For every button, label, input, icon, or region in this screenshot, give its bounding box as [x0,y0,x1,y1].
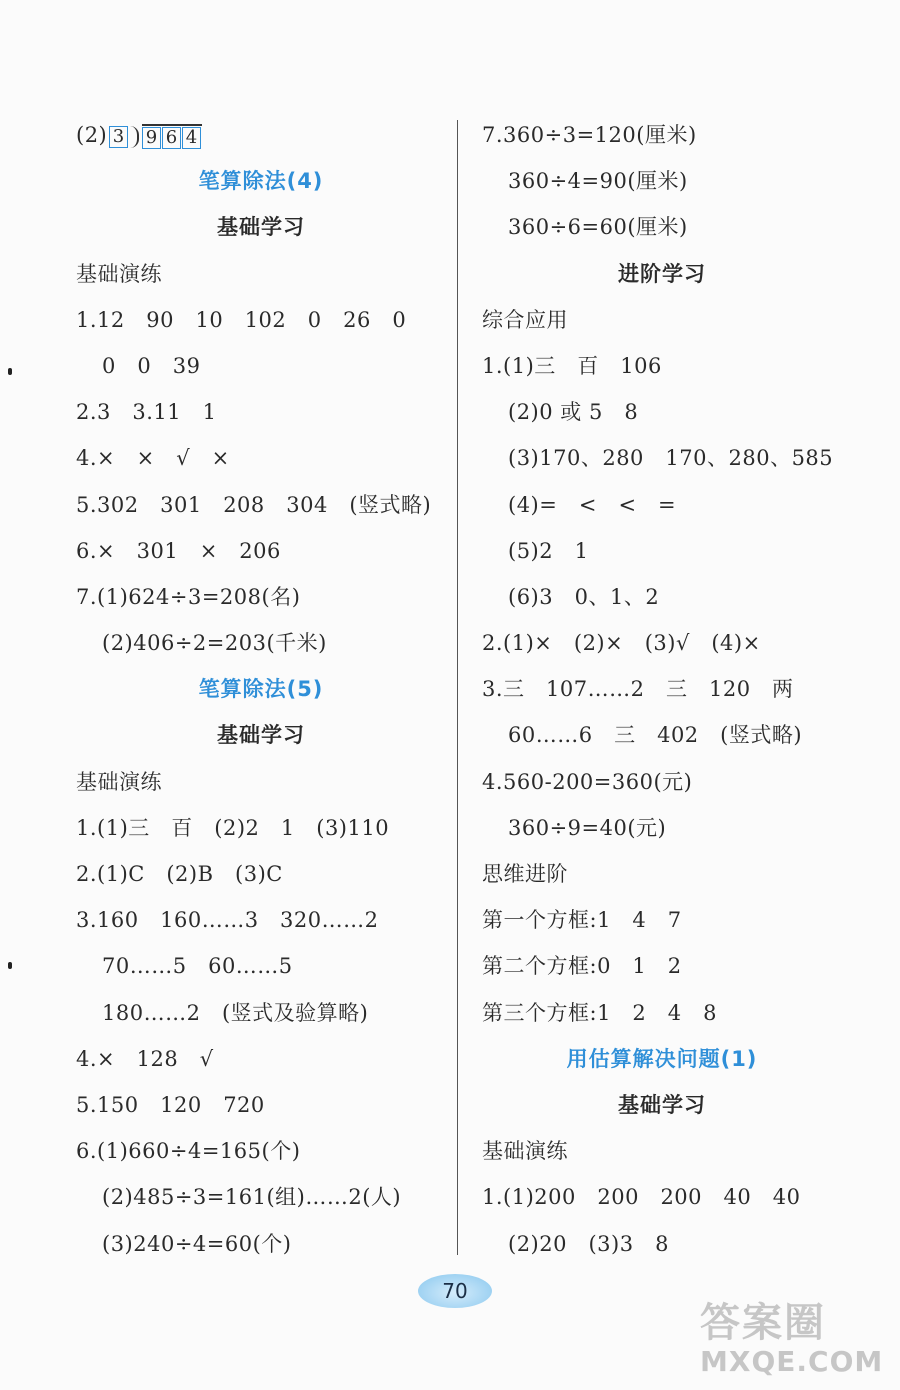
answer-continuation: (4)= < < = [508,492,677,517]
answer-line: 7.360÷3=120(厘米) [482,123,697,147]
answer-continuation: (2)485÷3=161(组)……2(人) [102,1185,402,1210]
answer-line: 4.× × √ × [76,446,230,471]
lesson-title: 笔算除法(5) [198,677,324,702]
answer-continuation: (3)240÷4=60(个) [102,1231,292,1256]
answer-continuation: (3)170、280 170、280、585 [508,446,834,471]
right-answer-column [482,112,842,1267]
watermark-cn: 答案圈 [700,1300,826,1346]
answer-continuation: 60……6 三 402 (竖式略) [508,723,803,748]
answer-continuation: (2)406÷2=203(千米) [102,631,327,656]
answer-line: 2.(1)C (2)B (3)C [76,862,283,886]
answer-line: 6.× 301 × 206 [76,538,281,563]
watermark-logo [700,1300,895,1385]
answer-line: 4.560-200=360(元) [482,769,693,794]
answer-line: 4.× 128 √ [76,1046,214,1071]
answer-continuation: 360÷4=90(厘米) [508,169,688,194]
subsection-label: 综合应用 [482,307,568,332]
section-heading: 基础学习 [217,723,305,748]
answer-line: 第二个方框:0 1 2 [482,954,682,979]
page-number-badge: 70 [418,1274,492,1308]
dividend [142,124,202,149]
answer-line: 3.160 160……3 320……2 [76,908,379,933]
question-number: (2) [76,123,108,147]
answer-line: 5.150 120 720 [76,1092,265,1117]
left-answer-column [76,112,446,1267]
answer-line: 1.(1)三 百 106 [482,353,662,378]
dividend-digit-box: 4 [182,127,201,149]
margin-dot [8,962,12,969]
subsection-label: 思维进阶 [482,862,568,886]
answer-line: 7.(1)624÷3=208(名) [76,584,301,609]
lesson-title: 用估算解决问题(1) [566,1046,758,1071]
section-heading: 基础学习 [618,1092,706,1117]
long-division-line [76,112,446,158]
answer-line: 3.三 107……2 三 120 两 [482,677,794,702]
answer-continuation: 360÷6=60(厘米) [508,215,688,240]
answer-line: 2.(1)× (2)× (3)√ (4)× [482,631,761,656]
answer-line: 5.302 301 208 304 (竖式略) [76,492,432,517]
lesson-title: 笔算除法(4) [198,169,324,194]
watermark-en: MXQE.COM [700,1345,884,1378]
long-division-frame [109,124,202,149]
answer-line: 1.12 90 10 102 0 26 0 [76,307,407,332]
answer-line: 1.(1)三 百 (2)2 1 (3)110 [76,815,390,840]
divisor-box: 3 [109,126,128,148]
division-bracket [130,126,139,148]
answer-continuation: (2)20 (3)3 8 [508,1231,669,1256]
margin-dot [8,368,12,375]
answer-continuation: 0 0 39 [102,353,201,378]
answer-continuation: 180……2 (竖式及验算略) [102,1000,369,1025]
answer-continuation: 70……5 60……5 [102,954,293,979]
answer-continuation: (6)3 0、1、2 [508,584,660,609]
answer-continuation: (5)2 1 [508,538,589,563]
subsection-label: 基础演练 [76,769,162,794]
dividend-digit-box: 9 [142,127,161,149]
answer-line: 2.3 3.11 1 [76,400,217,425]
answer-line: 6.(1)660÷4=165(个) [76,1139,301,1164]
dividend-digit-box: 6 [162,127,181,149]
answer-line: 第三个方框:1 2 4 8 [482,1000,718,1025]
answer-line: 第一个方框:1 4 7 [482,908,682,933]
section-heading: 基础学习 [217,215,305,240]
column-divider [457,120,458,1255]
subsection-label: 基础演练 [76,261,162,286]
section-heading: 进阶学习 [618,261,706,286]
subsection-label: 基础演练 [482,1139,568,1164]
answer-continuation: 360÷9=40(元) [508,815,667,840]
answer-continuation: (2)0 或 5 8 [508,400,639,425]
answer-line: 1.(1)200 200 200 40 40 [482,1185,801,1210]
